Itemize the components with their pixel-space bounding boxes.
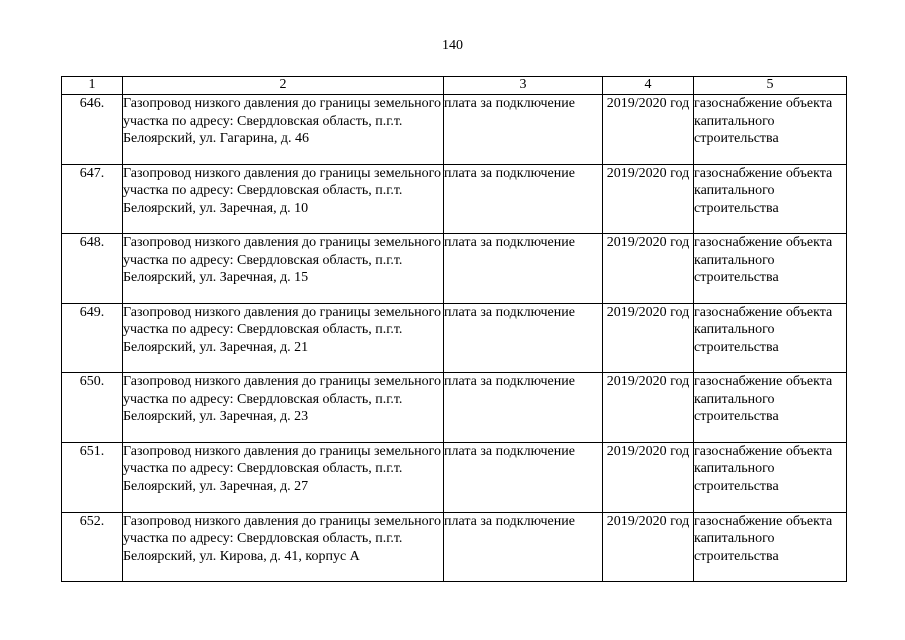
period-cell: 2019/2020 год (603, 234, 694, 304)
payment-type-cell: плата за подключение (444, 373, 603, 443)
row-number-cell: 649. (62, 303, 123, 373)
purpose-cell: газоснабжение объекта капитального строительства (694, 234, 847, 304)
table-row (62, 373, 847, 443)
payment-type-cell: плата за подключение (444, 512, 603, 582)
purpose-cell: газоснабжение объекта капитального строительства (694, 164, 847, 234)
row-number-cell: 651. (62, 442, 123, 512)
object-name-cell: Газопровод низкого давления до границы земельного участка по адресу: Свердловская область, п.г.т. Белоярский, ул. Заречная, д. 21 (123, 303, 444, 373)
purpose-cell: газоснабжение объекта капитального строительства (694, 512, 847, 582)
purpose-cell: газоснабжение объекта капитального строительства (694, 442, 847, 512)
table-row (62, 164, 847, 234)
payment-type-cell: плата за подключение (444, 234, 603, 304)
row-number-cell: 647. (62, 164, 123, 234)
document-table (61, 76, 847, 582)
table-row (62, 512, 847, 582)
row-number-cell: 646. (62, 95, 123, 165)
object-name-cell: Газопровод низкого давления до границы земельного участка по адресу: Свердловская область, п.г.т. Белоярский, ул. Гагарина, д. 46 (123, 95, 444, 165)
object-name-cell: Газопровод низкого давления до границы земельного участка по адресу: Свердловская область, п.г.т. Белоярский, ул. Заречная, д. 15 (123, 234, 444, 304)
row-number-cell: 650. (62, 373, 123, 443)
period-cell: 2019/2020 год (603, 442, 694, 512)
period-cell: 2019/2020 год (603, 373, 694, 443)
column-header: 2 (123, 77, 444, 95)
payment-type-cell: плата за подключение (444, 442, 603, 512)
page-number: 140 (442, 38, 463, 53)
table-body (62, 95, 847, 582)
column-header: 1 (62, 77, 123, 95)
table-row (62, 442, 847, 512)
payment-type-cell: плата за подключение (444, 95, 603, 165)
table-row (62, 95, 847, 165)
column-header: 5 (694, 77, 847, 95)
object-name-cell: Газопровод низкого давления до границы земельного участка по адресу: Свердловская область, п.г.т. Белоярский, ул. Кирова, д. 41, корпус А (123, 512, 444, 582)
object-name-cell: Газопровод низкого давления до границы земельного участка по адресу: Свердловская область, п.г.т. Белоярский, ул. Заречная, д. 23 (123, 373, 444, 443)
payment-type-cell: плата за подключение (444, 164, 603, 234)
row-number-cell: 652. (62, 512, 123, 582)
column-header: 4 (603, 77, 694, 95)
table-row (62, 303, 847, 373)
period-cell: 2019/2020 год (603, 164, 694, 234)
period-cell: 2019/2020 год (603, 303, 694, 373)
payment-type-cell: плата за подключение (444, 303, 603, 373)
period-cell: 2019/2020 год (603, 95, 694, 165)
object-name-cell: Газопровод низкого давления до границы земельного участка по адресу: Свердловская область, п.г.т. Белоярский, ул. Заречная, д. 10 (123, 164, 444, 234)
period-cell: 2019/2020 год (603, 512, 694, 582)
object-name-cell: Газопровод низкого давления до границы земельного участка по адресу: Свердловская область, п.г.т. Белоярский, ул. Заречная, д. 27 (123, 442, 444, 512)
row-number-cell: 648. (62, 234, 123, 304)
column-header: 3 (444, 77, 603, 95)
purpose-cell: газоснабжение объекта капитального строительства (694, 373, 847, 443)
purpose-cell: газоснабжение объекта капитального строительства (694, 303, 847, 373)
table-header-row (62, 77, 847, 95)
table-row (62, 234, 847, 304)
purpose-cell: газоснабжение объекта капитального строительства (694, 95, 847, 165)
